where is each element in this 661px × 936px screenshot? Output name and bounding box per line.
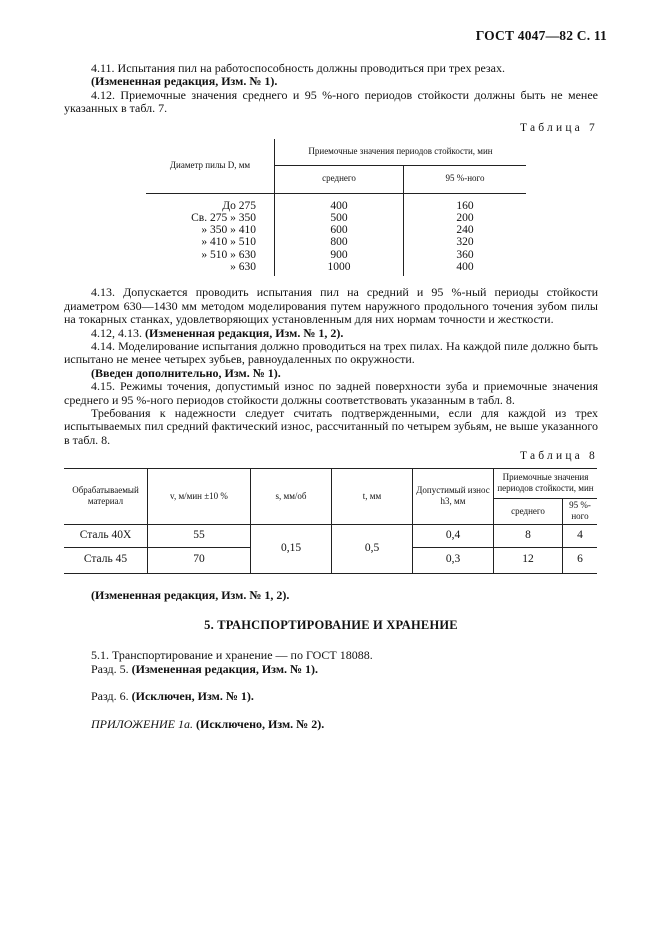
t7-avg: 800 [275,236,404,248]
section-5-title: 5. ТРАНСПОРТИРОВАНИЕ И ХРАНЕНИЕ [204,618,458,632]
table-8-note: (Измененная редакция, Изм. № 1, 2). [91,587,290,602]
t7-diameter: » 630 [230,261,256,274]
t8-col-95: 95 %-ного [563,498,598,524]
t7-row [146,249,526,261]
t7-row [146,224,526,236]
t8-material: Сталь 45 [64,547,148,573]
clause-ref: ПРИЛОЖЕНИЕ 1а. [91,716,193,731]
reliability-requirements: Требования к надежности следует считать подтвержденными, если для каждой из трех испытываемых пил средний фактический износ, рассчитанный по четырем зубьям, не выше указанного в табл. 8. [64,405,598,447]
clause-4-12: 4.12. Приемочные значения среднего и 95 %-ного периодов стойкости должны быть не менее указанных в табл. 7. [64,87,598,116]
t7-row [146,236,526,248]
t7-row [146,200,526,212]
clause-5-1: 5.1. Транспортирование и хранение — по ГОСТ 18088. [91,648,373,663]
t7-avg: 600 [275,224,404,236]
clause-4-14-note: (Введен дополнительно, Изм. № 1). [91,365,281,380]
t7-avg: 500 [275,212,404,224]
t7-p95: 240 [404,224,527,236]
t8-wear: 0,3 [413,547,494,573]
t7-p95: 400 [404,261,527,273]
clause-4-11-note: (Измененная редакция, Изм. № 1). [91,74,278,89]
change-note: (Исключен, Изм. № 1). [131,689,254,704]
t7-avg: 900 [275,249,404,261]
page-header: ГОСТ 4047—82 С. 11 [475,28,607,43]
t8-avg: 12 [494,547,563,573]
document-body [64,62,598,731]
table-7-caption: Таблица 7 [520,121,598,134]
clause-4-15: 4.15. Режимы точения, допустимый износ по задней поверхности зуба и приемочные значения среднего и 95 %-ного периодов стойкости должны соответствовать указанным в табл. 8. [64,379,598,407]
table-8-caption: Таблица 8 [520,450,598,463]
t8-t: 0,5 [332,524,413,573]
t8-col-s: s, мм/об [251,468,332,524]
clause-ref: 4.12, 4.13. [91,325,142,340]
clause-4-14: 4.14. Моделирование испытания должно проводиться на трех пилах. На каждой пиле должно быть испытано не менее четырех зубьев, равноудаленных по окружности. [64,338,598,367]
clause-ref: Разд. 6. [91,689,129,704]
t7-diameter: Св. 275 » 350 [191,211,256,224]
section-6-note [64,690,598,703]
t8-col-avg: среднего [494,498,563,524]
t7-row [146,212,526,224]
t7-p95: 160 [404,200,527,212]
t8-col-wear: Допустимый износ h3, мм [413,468,494,524]
t7-diameter: » 510 » 630 [201,248,256,261]
clause-4-11: 4.11. Испытания пил на работоспособность должны проводиться при трех резах. [91,61,505,75]
clause-4-12-4-13-note [64,327,598,340]
t7-col-group: Приемочные значения периодов стойкости, мин [275,139,527,165]
t7-col-95: 95 %-ного [404,165,527,193]
t7-col-avg: среднего [275,165,404,193]
t8-col-v: v, м/мин ±10 % [148,468,251,524]
change-note: (Исключено, Изм. № 2). [195,716,325,731]
t8-p95: 6 [563,547,598,573]
change-note: (Измененная редакция, Изм. № 1). [131,661,319,676]
clause-4-13: 4.13. Допускается проводить испытания пил на средний и 95 %-ный периоды стойкости диаметром 630—1430 мм методом моделирования путем наружного продольного точения зубом пилы на токарных станках, удовлетворяющих установленным для них нормам точности и жесткости. [64,285,598,327]
t7-row [146,261,526,273]
t7-avg: 1000 [275,261,404,273]
t7-avg: 400 [275,200,404,212]
t8-s: 0,15 [251,524,332,573]
t8-col-t: t, мм [332,468,413,524]
section-5-note [64,663,598,676]
appendix-1a-note [64,718,598,731]
clause-ref: Разд. 5. [91,661,129,676]
table-7 [146,139,526,276]
t7-diameter: До 275 [222,199,256,212]
t8-col-group: Приемочные значения периодов стойкости, мин [494,468,598,498]
t8-avg: 8 [494,524,563,547]
t7-p95: 200 [404,212,527,224]
t8-wear: 0,4 [413,524,494,547]
t7-diameter: » 350 » 410 [201,224,256,237]
t8-row [64,524,597,547]
t7-col-diameter: Диаметр пилы D, мм [146,139,275,193]
t8-v: 70 [148,547,251,573]
t8-p95: 4 [563,524,598,547]
t7-p95: 320 [404,236,527,248]
t8-col-material: Обрабатываемый материал [64,468,148,524]
t8-v: 55 [148,524,251,547]
t7-p95: 360 [404,249,527,261]
t8-material: Сталь 40Х [64,524,148,547]
table-8 [64,468,597,574]
t7-diameter: » 410 » 510 [201,236,256,249]
change-note: (Измененная редакция, Изм. № 1, 2). [145,325,344,340]
